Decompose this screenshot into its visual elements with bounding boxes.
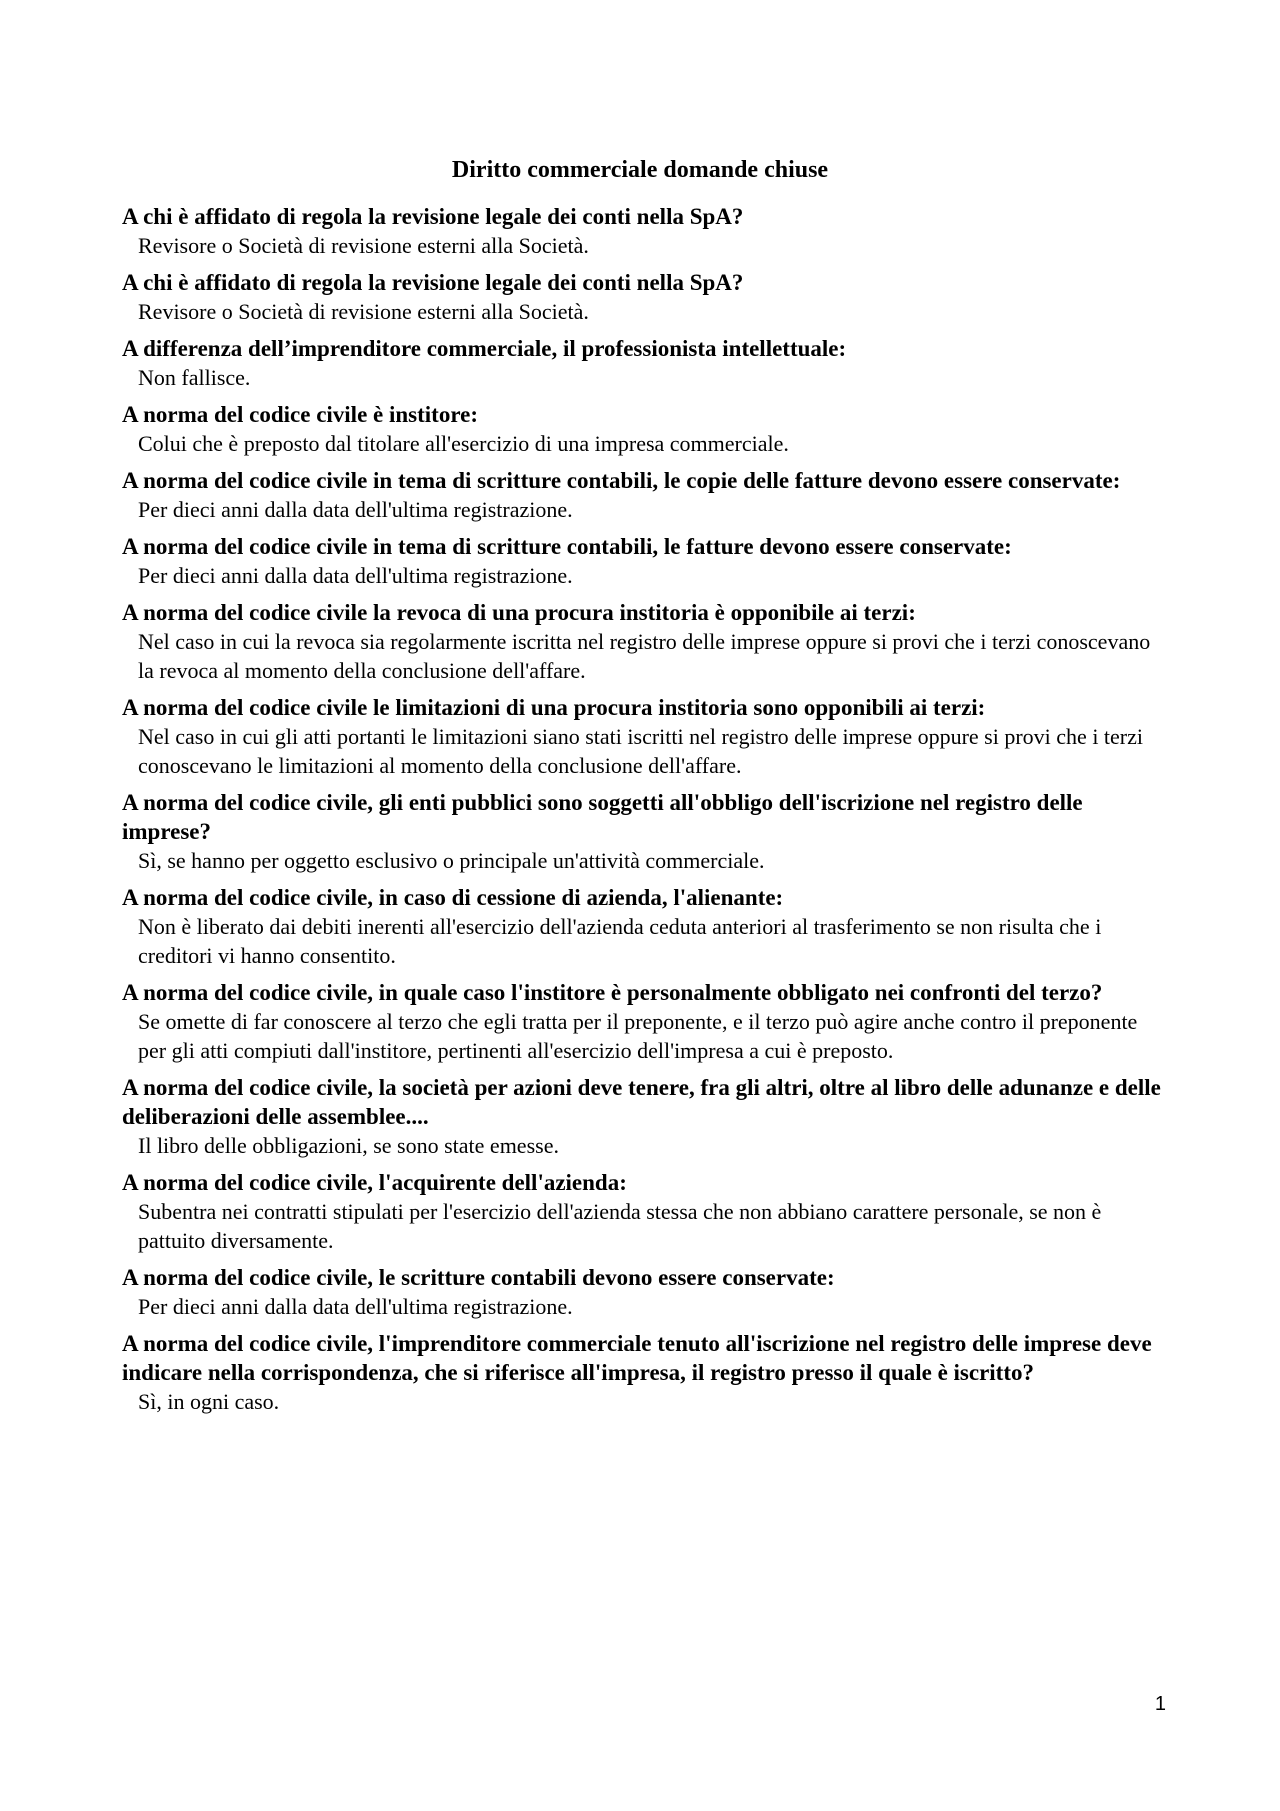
qa-item: [122, 1329, 1170, 1416]
qa-item: [122, 693, 1170, 780]
qa-item: [122, 334, 1170, 392]
answer-text: Se omette di far conoscere al terzo che egli tratta per il preponente, e il terzo può agire anche contro il preponente per gli atti compiuti dall'institore, pertinenti all'esercizio dell'impresa a cui è preposto.: [138, 1009, 1138, 1063]
document-title: Diritto commerciale domande chiuse: [451, 157, 829, 183]
question-text: A differenza dell’imprenditore commerciale, il professionista intellettuale:: [122, 336, 847, 361]
question-text: A norma del codice civile in tema di scritture contabili, le fatture devono essere conservate:: [122, 534, 1012, 559]
question-text: A norma del codice civile le limitazioni di una procura institoria sono opponibili ai terzi:: [122, 695, 986, 720]
question-text: A norma del codice civile, in quale caso l'institore è personalmente obbligato nei confronti del terzo?: [122, 980, 1103, 1005]
qa-item: [122, 202, 1170, 260]
qa-item: [122, 978, 1170, 1065]
answer-text: Revisore o Società di revisione esterni alla Società.: [138, 233, 589, 258]
qa-item: [122, 598, 1170, 685]
answer-text: Il libro delle obbligazioni, se sono state emesse.: [138, 1133, 559, 1158]
question-text: A norma del codice civile, l'imprenditore commerciale tenuto all'iscrizione nel registro delle imprese deve indicare nella corrispondenza, che si riferisce all'impresa, il registro presso il quale è iscritto?: [122, 1331, 1152, 1385]
page-number: 1: [1154, 1693, 1166, 1715]
question-text: A norma del codice civile è institore:: [122, 402, 478, 427]
answer-text: Sì, in ogni caso.: [138, 1389, 280, 1414]
answer-text: Non fallisce.: [138, 365, 251, 390]
answer-text: Nel caso in cui la revoca sia regolarmente iscritta nel registro delle imprese oppure si provi che i terzi conoscevano la revoca al momento della conclusione dell'affare.: [138, 629, 1151, 683]
question-text: A chi è affidato di regola la revisione legale dei conti nella SpA?: [122, 270, 744, 295]
question-text: A chi è affidato di regola la revisione legale dei conti nella SpA?: [122, 204, 744, 229]
question-text: A norma del codice civile, la società per azioni deve tenere, fra gli altri, oltre al libro delle adunanze e delle deliberazioni delle assemblee....: [122, 1075, 1161, 1129]
qa-item: [122, 1263, 1170, 1321]
qa-item: [122, 1168, 1170, 1255]
answer-text: Per dieci anni dalla data dell'ultima registrazione.: [138, 1294, 573, 1319]
answer-text: Sì, se hanno per oggetto esclusivo o principale un'attività commerciale.: [138, 848, 765, 873]
qa-item: [122, 268, 1170, 326]
answer-text: Nel caso in cui gli atti portanti le limitazioni siano stati iscritti nel registro delle imprese oppure si provi che i terzi conoscevano le limitazioni al momento della conclusione dell'affare.: [138, 724, 1144, 778]
qa-list: [122, 202, 1170, 1424]
answer-text: Revisore o Società di revisione esterni alla Società.: [138, 299, 589, 324]
answer-text: Non è liberato dai debiti inerenti all'esercizio dell'azienda ceduta anteriori al trasferimento se non risulta che i creditori vi hanno consentito.: [138, 914, 1102, 968]
qa-item: [122, 532, 1170, 590]
qa-item: [122, 788, 1170, 875]
question-text: A norma del codice civile la revoca di una procura institoria è opponibile ai terzi:: [122, 600, 916, 625]
question-text: A norma del codice civile, gli enti pubblici sono soggetti all'obbligo dell'iscrizione nel registro delle imprese?: [122, 790, 1083, 844]
answer-text: Colui che è preposto dal titolare all'esercizio di una impresa commerciale.: [138, 431, 789, 456]
qa-item: [122, 466, 1170, 524]
question-text: A norma del codice civile, in caso di cessione di azienda, l'alienante:: [122, 885, 784, 910]
question-text: A norma del codice civile, le scritture contabili devono essere conservate:: [122, 1265, 835, 1290]
question-text: A norma del codice civile, l'acquirente dell'azienda:: [122, 1170, 627, 1195]
answer-text: Per dieci anni dalla data dell'ultima registrazione.: [138, 497, 573, 522]
qa-item: [122, 400, 1170, 458]
qa-item: [122, 1073, 1170, 1160]
answer-text: Per dieci anni dalla data dell'ultima registrazione.: [138, 563, 573, 588]
question-text: A norma del codice civile in tema di scritture contabili, le copie delle fatture devono essere conservate:: [122, 468, 1121, 493]
answer-text: Subentra nei contratti stipulati per l'esercizio dell'azienda stessa che non abbiano carattere personale, se non è pattuito diversamente.: [138, 1199, 1102, 1253]
qa-item: [122, 883, 1170, 970]
